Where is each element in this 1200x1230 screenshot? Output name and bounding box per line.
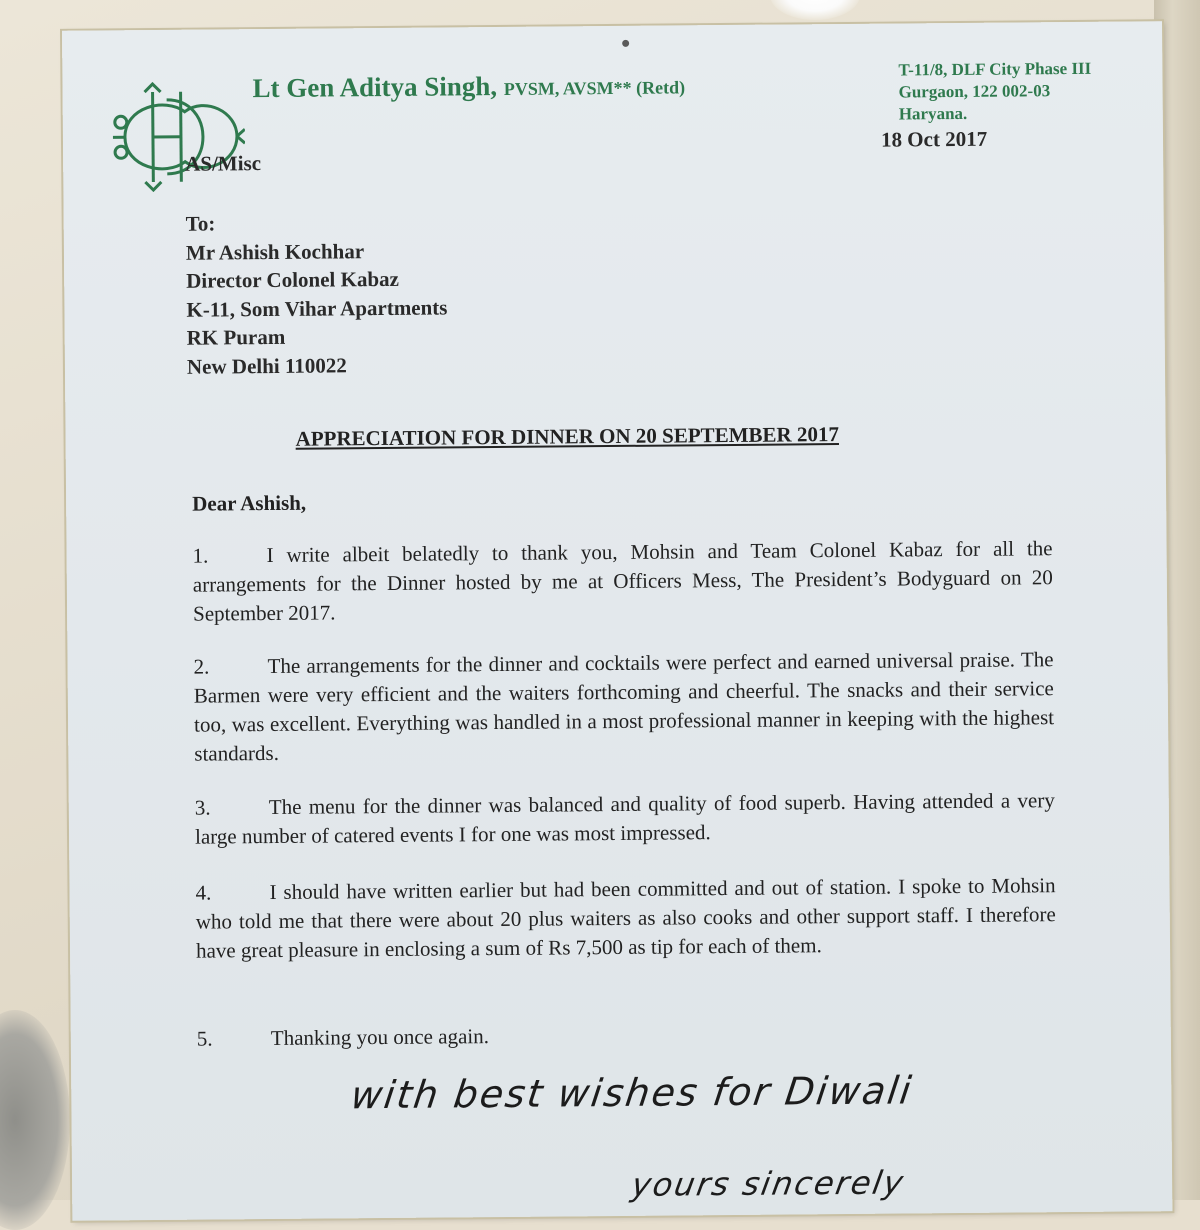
paragraph-number: 3. bbox=[195, 793, 269, 823]
recipient-line: Mr Ashish Kochhar bbox=[186, 236, 447, 267]
paragraph bbox=[193, 645, 1054, 769]
paragraph-text: Thanking you once again. bbox=[271, 1024, 489, 1050]
paragraph bbox=[195, 786, 1055, 852]
recipient-line: To: bbox=[186, 207, 447, 238]
reference: AS/Misc bbox=[185, 151, 261, 177]
paragraph-number: 4. bbox=[195, 878, 269, 908]
address-line: Haryana. bbox=[899, 102, 1092, 126]
subject-heading: APPRECIATION FOR DINNER ON 20 SEPTEMBER 2017 bbox=[295, 422, 839, 452]
paragraph bbox=[195, 871, 1056, 966]
recipient-line: New Delhi 110022 bbox=[187, 350, 448, 381]
salutation: Dear Ashish, bbox=[192, 491, 306, 517]
sender-name bbox=[252, 69, 685, 104]
letter-date: 18 Oct 2017 bbox=[881, 127, 987, 153]
pin-hole bbox=[622, 40, 629, 47]
sender-address bbox=[898, 58, 1091, 126]
address-line: Gurgaon, 122 002-03 bbox=[898, 80, 1091, 104]
paragraph bbox=[197, 1017, 1057, 1054]
paragraph-text: The menu for the dinner was balanced and quality of food superb. Having attended a very large number of catered events I for one was most impressed. bbox=[195, 788, 1055, 849]
recipient-line: Director Colonel Kabaz bbox=[186, 264, 447, 295]
recipient-line: K-11, Som Vihar Apartments bbox=[186, 293, 447, 324]
recipient-line: RK Puram bbox=[187, 321, 448, 352]
recipient-block bbox=[186, 207, 448, 380]
handwritten-note: with best wishes for Diwali bbox=[348, 1068, 915, 1117]
handwritten-closing: yours sincerely bbox=[629, 1163, 908, 1203]
paragraph bbox=[192, 534, 1053, 629]
paragraph-text: I write albeit belatedly to thank you, Mohsin and Team Colonel Kabaz for all the arrangements for the Dinner hosted by me at Officers Mess, The President’s Bodyguard on 20 September 2017. bbox=[193, 536, 1053, 626]
paragraph-number: 1. bbox=[192, 541, 266, 571]
paragraph-number: 5. bbox=[197, 1024, 271, 1054]
letter-sheet bbox=[62, 21, 1172, 1221]
address-line: T-11/8, DLF City Phase III bbox=[898, 58, 1091, 82]
sender-honours: PVSM, AVSM** (Retd) bbox=[504, 77, 685, 99]
paragraph-number: 2. bbox=[193, 652, 267, 682]
paragraph-text: I should have written earlier but had been committed and out of station. I spoke to Mohsin who told me that there were about 20 plus waiters as also cooks and other support staff. I therefore have great pleasure in enclosing a sum of Rs 7,500 as tip for each of them. bbox=[196, 873, 1056, 963]
paragraph-text: The arrangements for the dinner and cocktails were perfect and earned universal praise. The Barmen were very efficient and the waiters forthcoming and cheerful. The snacks and their service too, was excellent. Everything was handled in a most professional manner in keeping with the highest standards. bbox=[194, 647, 1054, 766]
sender-name-text: Lt Gen Aditya Singh, bbox=[252, 71, 497, 103]
